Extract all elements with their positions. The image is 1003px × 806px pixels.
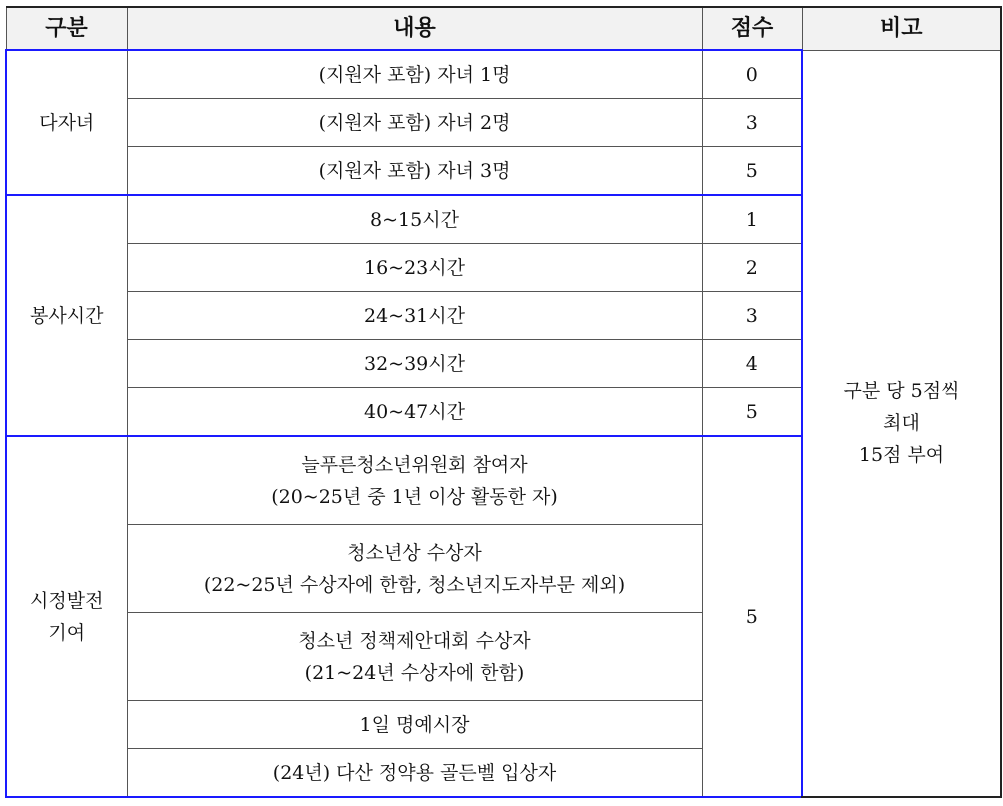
category-line: 기여 — [48, 621, 86, 644]
note-line: 15점 부여 — [858, 444, 945, 467]
content-cell — [127, 525, 702, 613]
content-line: (20~25년 중 1년 이상 활동한 자) — [271, 485, 558, 508]
content-line: 늘푸른청소년위원회 참여자 — [301, 453, 528, 476]
content-cell: 1일 명예시장 — [127, 701, 702, 749]
note-line: 최대 — [883, 412, 920, 435]
score-cell: 5 — [702, 388, 802, 437]
content-cell — [127, 436, 702, 525]
content-cell: 8~15시간 — [127, 195, 702, 244]
content-line: 청소년 정책제안대회 수상자 — [298, 629, 531, 652]
score-cell: 3 — [702, 292, 802, 340]
content-line: (22~25년 수상자에 한함, 청소년지도자부문 제외) — [203, 573, 626, 596]
content-cell: (24년) 다산 정약용 골든벨 입상자 — [127, 749, 702, 798]
category-line: 시정발전 — [30, 589, 104, 612]
note-line: 구분 당 5점씩 — [843, 380, 960, 403]
content-cell: 40~47시간 — [127, 388, 702, 437]
content-cell: (지원자 포함) 자녀 3명 — [127, 147, 702, 196]
score-cell: 5 — [702, 436, 802, 797]
header-note: 비고 — [802, 7, 1001, 50]
header-row — [6, 7, 1001, 50]
score-table — [5, 6, 1002, 798]
score-cell: 5 — [702, 147, 802, 196]
note-cell — [802, 50, 1001, 797]
table-row — [6, 50, 1001, 99]
content-line: 청소년상 수상자 — [347, 541, 482, 564]
category-city-development — [6, 436, 127, 797]
content-cell: 32~39시간 — [127, 340, 702, 388]
header-category: 구분 — [6, 7, 127, 50]
score-cell: 4 — [702, 340, 802, 388]
score-cell: 0 — [702, 50, 802, 99]
score-cell: 1 — [702, 195, 802, 244]
category-volunteer: 봉사시간 — [6, 195, 127, 436]
content-cell: 24~31시간 — [127, 292, 702, 340]
content-line: (21~24년 수상자에 한함) — [304, 661, 525, 684]
header-content: 내용 — [127, 7, 702, 50]
content-cell — [127, 613, 702, 701]
score-cell: 2 — [702, 244, 802, 292]
content-cell: 16~23시간 — [127, 244, 702, 292]
header-score: 점수 — [702, 7, 802, 50]
category-children: 다자녀 — [6, 50, 127, 195]
content-cell: (지원자 포함) 자녀 1명 — [127, 50, 702, 99]
content-cell: (지원자 포함) 자녀 2명 — [127, 99, 702, 147]
score-cell: 3 — [702, 99, 802, 147]
